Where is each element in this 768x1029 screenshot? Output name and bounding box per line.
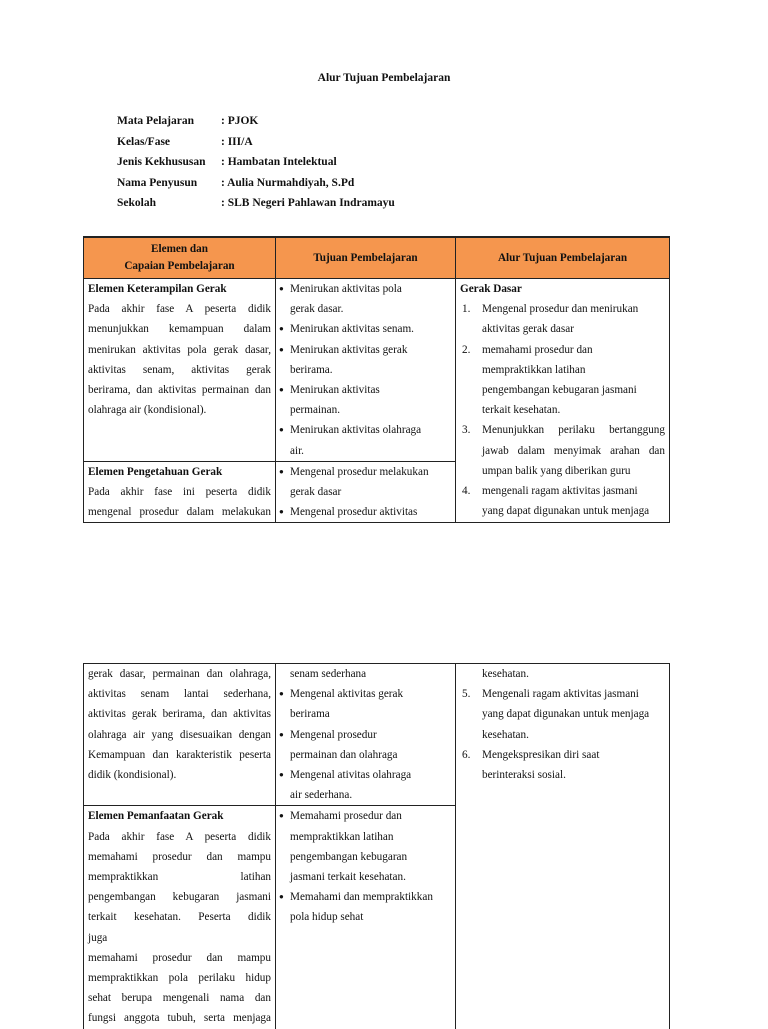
list-item: ● Mengenal prosedur melakukan gerak dasar	[280, 462, 451, 502]
meta-row-school: Sekolah : SLB Negeri Pahlawan Indramayu	[117, 197, 395, 209]
learning-table-page2	[83, 663, 670, 1029]
list-item: 6. Mengekspresikan diri saat berinteraksi sosial.	[462, 748, 600, 782]
list-item: ● Mengenal aktivitas gerak berirama	[280, 684, 451, 724]
cell-tujuan-pengetahuan-cont: senam sederhana ● Mengenal aktivitas gerak berirama ● Mengenal prosedur permainan dan olahraga ● Mengenal ativitas olahraga air sederhana.	[276, 664, 456, 806]
cell-alur-page2: kesehatan. 5. Mengenali ragam aktivitas jasmani yang dapat digunakan untuk menjaga kesehatan. 6. Mengekspresikan diri saat berinteraksi sosial.	[456, 664, 670, 1029]
list-item: 1. Mengenal prosedur dan menirukan aktivitas gerak dasar	[462, 303, 639, 336]
list-item: ● Mengenal prosedur aktivitas	[280, 502, 451, 522]
cell-tujuan-keterampilan	[276, 279, 456, 462]
list-item: ● Memahami dan mempraktikkan pola hidup sehat	[280, 887, 451, 927]
header-tujuan: Tujuan Pembelajaran	[276, 237, 456, 279]
list-item: 4. mengenali ragam aktivitas jasmani yang dapat digunakan untuk menjaga	[462, 485, 650, 518]
meta-row-subject: Mata Pelajaran : PJOK	[117, 115, 259, 127]
cell-pengetahuan: Elemen Pengetahuan Gerak Pada akhir fase ini peserta didik mengenal prosedur dalam melakukan	[84, 461, 276, 523]
learning-table-page1	[83, 236, 670, 523]
cell-pengetahuan-cont: gerak dasar, permainan dan olahraga, aktivitas senam lantai sederhana, aktivitas gerak berirama, dan aktivitas olahraga air yang disesuaikan dengan Kemampuan dan karakteristik peserta didik (kondisional).	[84, 664, 276, 806]
list-item: ● Mengenal prosedur permainan dan olahraga	[280, 725, 451, 765]
meta-row-specialty: Jenis Kekhususan : Hambatan Intelektual	[117, 156, 337, 168]
meta-row-class: Kelas/Fase : III/A	[117, 135, 253, 148]
header-alur: Alur Tujuan Pembelajaran	[456, 237, 670, 279]
list-item: ● Menirukan aktivitas permainan.	[280, 380, 451, 420]
list-item: ● Menirukan aktivitas olahraga air.	[280, 420, 451, 460]
cell-pemanfaatan: Elemen Pemanfaatan Gerak Pada akhir fase A peserta didik memahami prosedur dan mampu mempraktikkan latihan pengembangan kebugaran jasmani terkait kesehatan. Peserta didik juga memahami prosedur dan mampu mempraktikkan pola perilaku hidup sehat berupa mengenali nama dan fungsi anggota tubuh, serta menjaga	[84, 806, 276, 1029]
meta-row-author: Nama Penyusun : Aulia Nurmahdiyah, S.Pd	[117, 176, 355, 189]
cell-keterampilan: Elemen Keterampilan Gerak Pada akhir fase A peserta didik menunjukkan kemampuan dalam menirukan aktivitas pola gerak dasar, aktivitas senam, aktivitas gerak berirama, dan aktivitas permainan dan olahraga air (kondisional).	[84, 279, 276, 462]
list-item: ● Mengenal ativitas olahraga air sederhana.	[280, 765, 451, 805]
list-item: ● Memahami prosedur dan mempraktikkan latihan pengembangan kebugaran jasmani terkait kesehatan.	[280, 806, 451, 887]
list-item: ● Menirukan aktivitas senam.	[280, 319, 451, 339]
list-item: ● Menirukan aktivitas pola gerak dasar.	[280, 279, 451, 319]
document-meta	[117, 111, 395, 214]
table-row	[84, 279, 670, 462]
list-item: 2. memahami prosedur dan mempraktikkan latihan pengembangan kebugaran jasmani terkait kesehatan.	[462, 343, 637, 417]
page-title: Alur Tujuan Pembelajaran	[317, 72, 451, 84]
table-row	[84, 664, 670, 806]
header-elemen-capaian: Elemen dan Capaian Pembelajaran	[84, 237, 276, 279]
table-header-row	[84, 237, 670, 279]
cell-tujuan-pengetahuan	[276, 461, 456, 523]
cell-tujuan-pemanfaatan	[276, 806, 456, 1029]
list-item: 3. Menunjukkan perilaku bertanggung jawab dalam menyimak arahan dan umpan balik yang diberikan guru	[462, 424, 665, 477]
cell-alur-page1: Gerak Dasar 1. Mengenal prosedur dan menirukan aktivitas gerak dasar 2. memahami prosedur dan mempraktikkan latihan pengembangan kebugaran jasmani terkait kesehatan. 3. Menunjukkan perilaku bertanggung jawab dalam menyimak arahan dan umpan balik yang diberikan guru 4. mengenali ragam aktivitas jasmani yang dapat digunakan untuk menjaga	[456, 279, 670, 523]
list-item: ● Menirukan aktivitas gerak berirama.	[280, 340, 451, 380]
list-item: 5. Mengenali ragam aktivitas jasmani yang dapat digunakan untuk menjaga kesehatan.	[462, 688, 650, 741]
